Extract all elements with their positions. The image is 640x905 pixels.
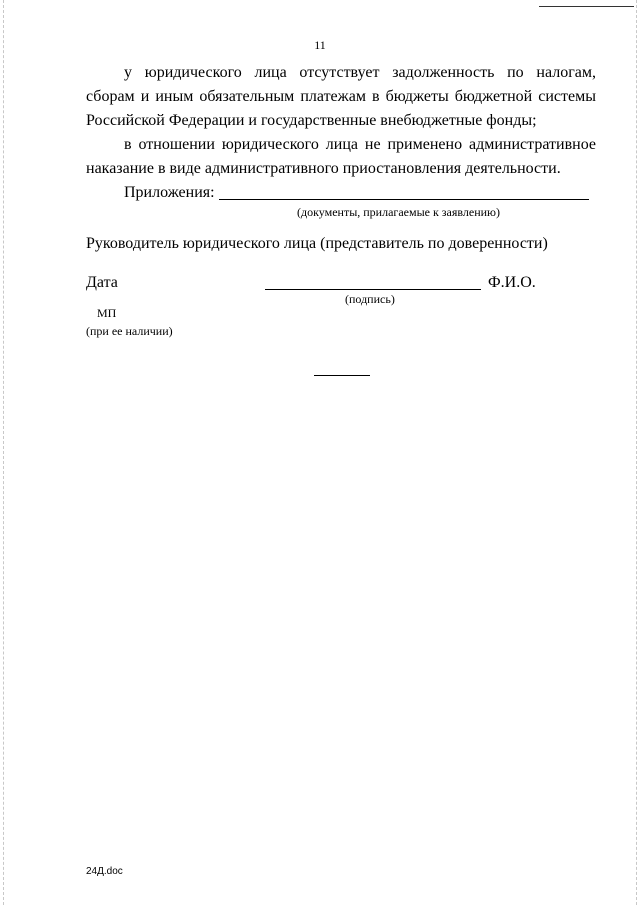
end-divider [314, 375, 370, 376]
page-number: 11 [314, 38, 326, 52]
scan-edge-left [3, 0, 4, 905]
file-name: 24Д.doc [86, 866, 123, 877]
head-title: Руководитель юридического лица (представитель по доверенности) [86, 235, 548, 252]
appendix-hint: (документы, прилагаемые к заявлению) [297, 205, 501, 219]
stamp-note: (при ее наличии) [86, 324, 173, 338]
date-label: Дата [86, 274, 118, 291]
paragraph-no-debt: у юридического лица отсутствует задолженность по налогам, сборам и иным обязательным платежам в бюджеты бюджетной системы Российской Федерации и государственные внебюджетные фонды; [86, 64, 596, 129]
signature-line [265, 289, 481, 290]
scan-edge-right [636, 0, 637, 905]
appendix-fill-line [219, 199, 589, 200]
stamp-label: МП [97, 306, 117, 320]
appendix-label: Приложения: [124, 184, 215, 201]
paragraph-no-penalty: в отношении юридического лица не применено административное наказание в виде административного приостановления деятельности. [86, 136, 596, 177]
signature-hint: (подпись) [345, 292, 395, 306]
top-corner-line [539, 6, 634, 7]
fio-label: Ф.И.О. [488, 274, 536, 291]
